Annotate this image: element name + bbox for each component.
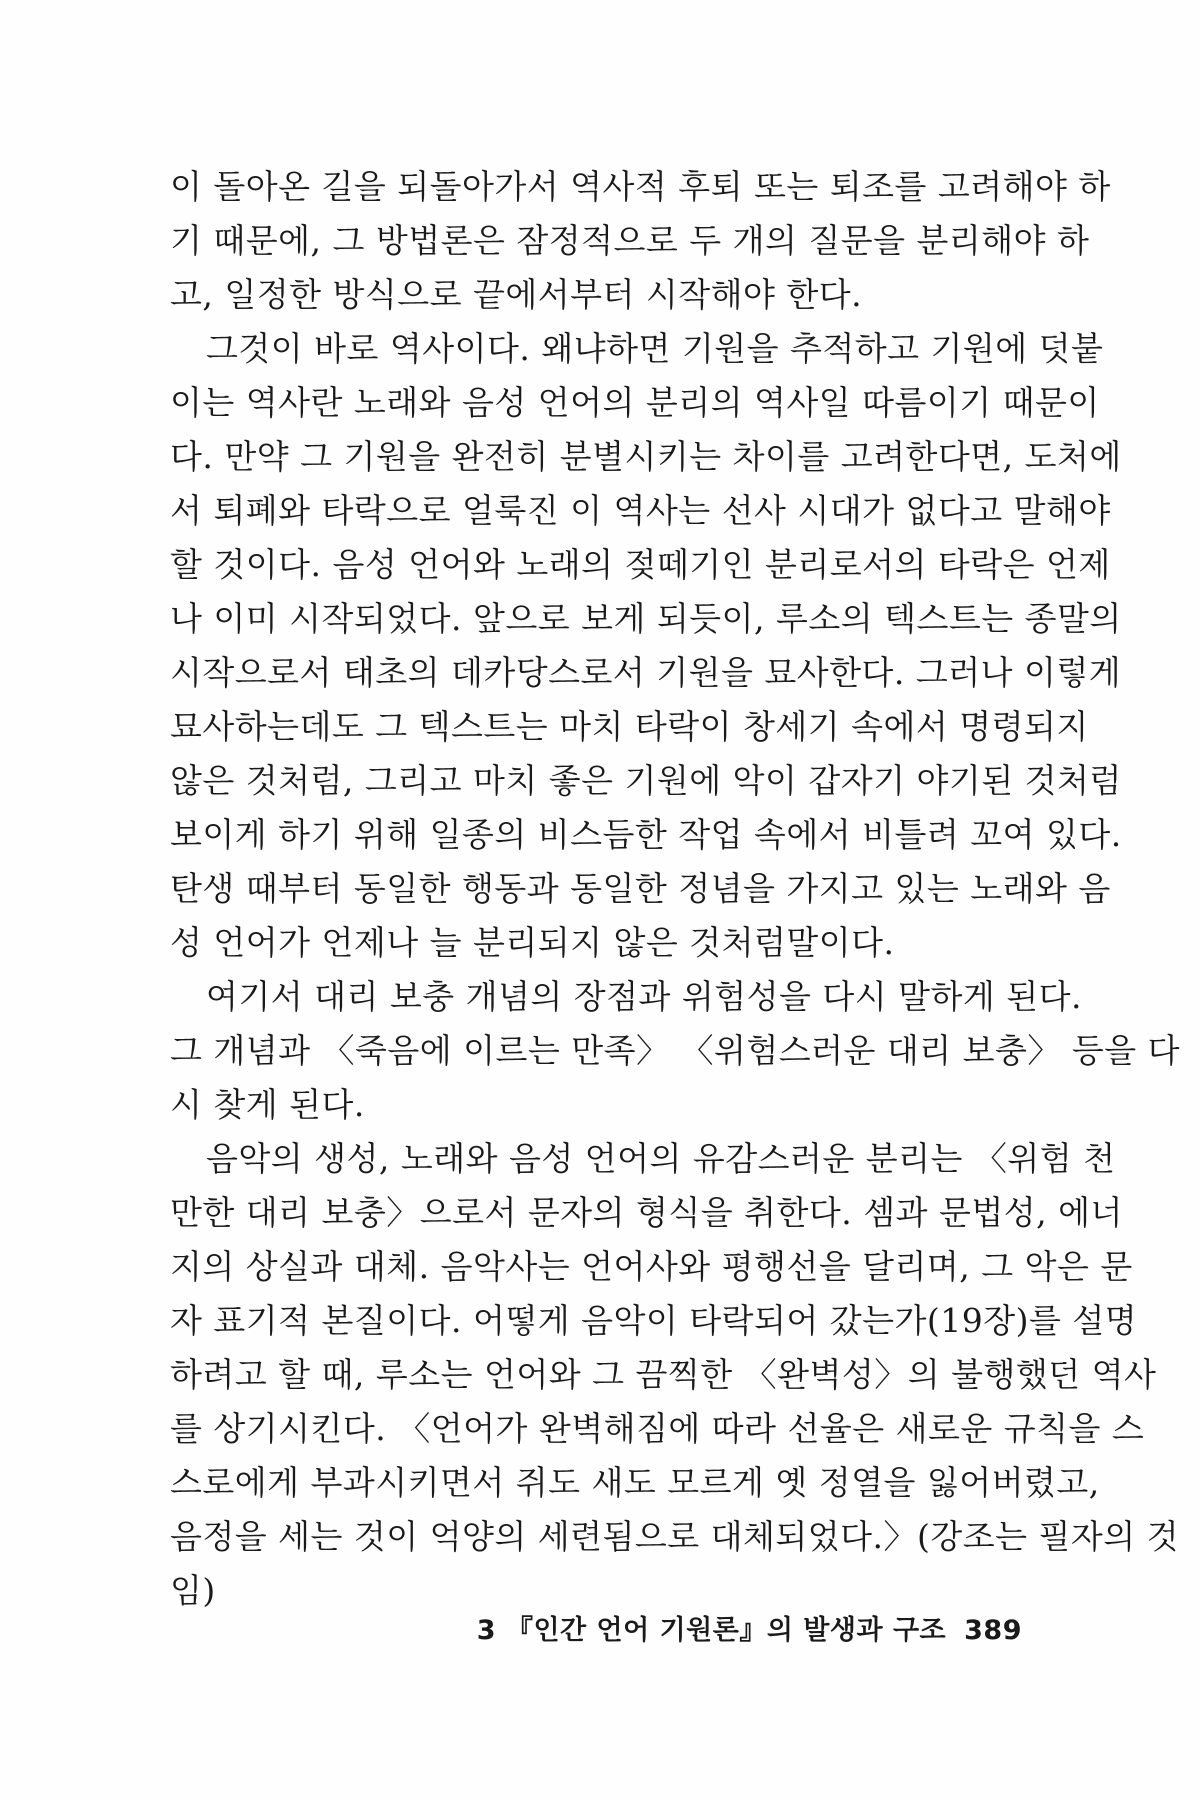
- text-line: 고, 일정한 방식으로 끝에서부터 시작해야 한다.: [170, 275, 863, 314]
- body-text: [170, 160, 1180, 1618]
- text-line: 다. 만약 그 기원을 완전히 분별시키는 차이를 고려한다면, 도처에: [170, 437, 1122, 476]
- page-footer: [0, 1608, 1022, 1647]
- page-number: 389: [964, 1615, 1022, 1646]
- text-line: 않은 것처럼, 그리고 마치 좋은 기원에 악이 갑자기 야기된 것처럼: [170, 761, 1122, 800]
- text-line: 성 언어가 언제나 늘 분리되지 않은 것처럼말이다.: [170, 923, 895, 962]
- text-line: 이는 역사란 노래와 음성 언어의 분리의 역사일 따름이기 때문이: [170, 383, 1100, 422]
- text-line: 하려고 할 때, 루소는 언어와 그 끔찍한 〈완벽성〉의 불행했던 역사: [170, 1355, 1157, 1394]
- text-line: 음악의 생성, 노래와 음성 언어의 유감스러운 분리는 〈위험 천: [206, 1139, 1116, 1178]
- text-line: 보이게 하기 위해 일종의 비스듬한 작업 속에서 비틀려 꼬여 있다.: [170, 815, 1122, 854]
- text-line: 임): [170, 1571, 216, 1610]
- paragraph: [170, 970, 1180, 1132]
- text-line: 할 것이다. 음성 언어와 노래의 젖떼기인 분리로서의 타락은 언제: [170, 545, 1111, 584]
- text-line: 시 찾게 된다.: [170, 1085, 365, 1124]
- text-line: 서 퇴폐와 타락으로 얼룩진 이 역사는 선사 시대가 없다고 말해야: [170, 491, 1111, 530]
- paragraph: [170, 160, 1111, 322]
- text-line: 를 상기시킨다. 〈언어가 완벽해짐에 따라 선율은 새로운 규칙을 스: [170, 1409, 1145, 1448]
- text-line: 스로에게 부과시키면서 쥐도 새도 모르게 옛 정열을 잃어버렸고,: [170, 1463, 1100, 1502]
- paragraph: [170, 322, 1122, 970]
- text-line: 여기서 대리 보충 개념의 장점과 위험성을 다시 말하게 된다.: [206, 977, 1082, 1016]
- text-line: 시작으로서 태초의 데카당스로서 기원을 묘사한다. 그러나 이렇게: [170, 653, 1122, 692]
- text-line: 탄생 때부터 동일한 행동과 동일한 정념을 가지고 있는 노래와 음: [170, 869, 1111, 908]
- text-line: 이 돌아온 길을 되돌아가서 역사적 후퇴 또는 퇴조를 고려해야 하: [170, 167, 1111, 206]
- text-line: 만한 대리 보충〉으로서 문자의 형식을 취한다. 셈과 문법성, 에너: [170, 1193, 1123, 1232]
- text-line: 나 이미 시작되었다. 앞으로 보게 되듯이, 루소의 텍스트는 종말의: [170, 599, 1122, 638]
- text-line: 자 표기적 본질이다. 어떻게 음악이 타락되어 갔는가(19장)를 설명: [170, 1301, 1138, 1340]
- text-line: 음정을 세는 것이 억양의 세련됨으로 대체되었다.〉(강조는 필자의 것: [170, 1517, 1179, 1556]
- paragraph: [170, 1132, 1179, 1618]
- text-line: 그것이 바로 역사이다. 왜냐하면 기원을 추적하고 기원에 덧붙: [206, 329, 1104, 368]
- text-line: 묘사하는데도 그 텍스트는 마치 타락이 창세기 속에서 명령되지: [170, 707, 1089, 746]
- running-title: 3 『인간 언어 기원론』의 발생과 구조: [476, 1615, 947, 1646]
- text-line: 그 개념과 〈죽음에 이르는 만족〉 〈위험스러운 대리 보충〉 등을 다: [170, 1031, 1180, 1070]
- text-line: 지의 상실과 대체. 음악사는 언어사와 평행선을 달리며, 그 악은 문: [170, 1247, 1133, 1286]
- text-line: 기 때문에, 그 방법론은 잠정적으로 두 개의 질문을 분리해야 하: [170, 221, 1090, 260]
